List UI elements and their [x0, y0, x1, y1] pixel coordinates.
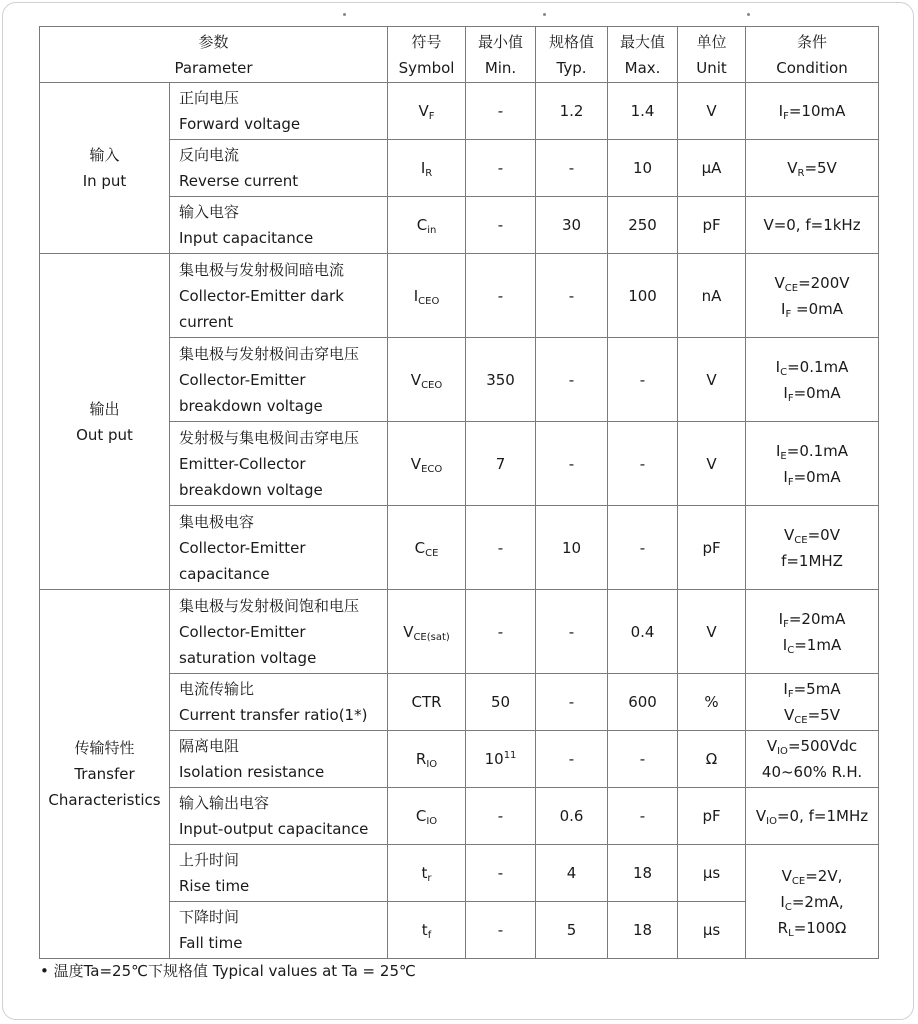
unit-cell: V [678, 338, 746, 422]
max-cell: 18 [608, 902, 678, 959]
param-cell: 输入输出电容 Input-output capacitance [170, 788, 388, 845]
min-cell: - [466, 197, 536, 254]
header-typ: 规格值 Typ. [536, 27, 608, 83]
condition-cell: V=0, f=1kHz [746, 197, 879, 254]
max-cell: 18 [608, 845, 678, 902]
symbol-cell: $t_r$ [388, 845, 466, 902]
table-row [40, 254, 879, 338]
condition-cell: $I_C=0.1mA$ $I_F=0mA$ [746, 338, 879, 422]
min-cell: - [466, 788, 536, 845]
max-cell: 250 [608, 197, 678, 254]
symbol-cell: $V_{ECO}$ [388, 422, 466, 506]
unit-cell: V [678, 83, 746, 140]
max-cell: - [608, 338, 678, 422]
group-transfer: 传输特性 Transfer Characteristics [40, 590, 170, 959]
min-cell: - [466, 845, 536, 902]
unit-cell: pF [678, 788, 746, 845]
max-cell: 10 [608, 140, 678, 197]
typ-cell: - [536, 140, 608, 197]
min-cell: 350 [466, 338, 536, 422]
symbol-cell: $R_{IO}$ [388, 731, 466, 788]
typ-cell: - [536, 338, 608, 422]
condition-cell: $I_F=10mA$ [746, 83, 879, 140]
min-cell: - [466, 902, 536, 959]
typ-cell: - [536, 422, 608, 506]
symbol-cell: $C_{IO}$ [388, 788, 466, 845]
unit-cell: nA [678, 254, 746, 338]
min-cell: - [466, 506, 536, 590]
symbol-cell: $V_{CE(sat)}$ [388, 590, 466, 674]
param-cell: 反向电流 Reverse current [170, 140, 388, 197]
spec-table [39, 26, 879, 959]
min-cell: 7 [466, 422, 536, 506]
typ-cell: 4 [536, 845, 608, 902]
typ-cell: - [536, 674, 608, 731]
condition-cell: $V_{CE}=2V$, $I_C=2mA$, $R_L=100\Omega$ [746, 845, 879, 959]
max-cell: - [608, 788, 678, 845]
unit-cell: pF [678, 506, 746, 590]
header-min: 最小值 Min. [466, 27, 536, 83]
param-cell: 下降时间 Fall time [170, 902, 388, 959]
header-symbol: 符号 Symbol [388, 27, 466, 83]
unit-cell: μs [678, 845, 746, 902]
typ-cell: - [536, 731, 608, 788]
typ-cell: 10 [536, 506, 608, 590]
param-cell: 正向电压 Forward voltage [170, 83, 388, 140]
param-cell: 电流传输比 Current transfer ratio(1*) [170, 674, 388, 731]
max-cell: 600 [608, 674, 678, 731]
typ-cell: - [536, 590, 608, 674]
symbol-cell: $V_{CEO}$ [388, 338, 466, 422]
typ-cell: - [536, 254, 608, 338]
param-cell: 集电极电容 Collector-Emitter capacitance [170, 506, 388, 590]
typ-cell: 1.2 [536, 83, 608, 140]
unit-cell: μA [678, 140, 746, 197]
max-cell: - [608, 506, 678, 590]
header-condition: 条件 Condition [746, 27, 879, 83]
param-cell: 集电极与发射极间饱和电压 Collector-Emitter saturation voltage [170, 590, 388, 674]
header-unit: 单位 Unit [678, 27, 746, 83]
max-cell: 0.4 [608, 590, 678, 674]
min-cell: - [466, 254, 536, 338]
table-row [40, 590, 879, 674]
condition-cell: $V_{IO}=0$, f=1MHz [746, 788, 879, 845]
condition-cell: $I_F=20mA$ $I_C=1mA$ [746, 590, 879, 674]
unit-cell: % [678, 674, 746, 731]
condition-cell: $I_E=0.1mA$ $I_F=0mA$ [746, 422, 879, 506]
symbol-cell: $I_R$ [388, 140, 466, 197]
param-cell: 发射极与集电极间击穿电压 Emitter-Collector breakdown voltage [170, 422, 388, 506]
max-cell: - [608, 422, 678, 506]
symbol-cell: CTR [388, 674, 466, 731]
param-cell: 集电极与发射极间击穿电压 Collector-Emitter breakdown voltage [170, 338, 388, 422]
typ-cell: 5 [536, 902, 608, 959]
table-row [40, 83, 879, 140]
unit-cell: Ω [678, 731, 746, 788]
param-cell: 上升时间 Rise time [170, 845, 388, 902]
min-cell: $10^{11}$ [466, 731, 536, 788]
typ-cell: 30 [536, 197, 608, 254]
param-cell: 输入电容 Input capacitance [170, 197, 388, 254]
condition-cell: $V_{CE}=200V$ $I_F =0mA$ [746, 254, 879, 338]
group-input: 输入 In put [40, 83, 170, 254]
scan-dot [343, 13, 346, 16]
header-parameter: 参数 Parameter [40, 27, 388, 83]
scan-dot [747, 13, 750, 16]
unit-cell: V [678, 590, 746, 674]
unit-cell: V [678, 422, 746, 506]
max-cell: 1.4 [608, 83, 678, 140]
max-cell: 100 [608, 254, 678, 338]
typ-cell: 0.6 [536, 788, 608, 845]
footnote: • 温度Ta=25℃下规格值 Typical values at Ta = 25℃ [40, 962, 416, 980]
param-cell: 隔离电阻 Isolation resistance [170, 731, 388, 788]
header-max: 最大值 Max. [608, 27, 678, 83]
group-output: 输出 Out put [40, 254, 170, 590]
scan-dot [543, 13, 546, 16]
symbol-cell: $t_f$ [388, 902, 466, 959]
condition-cell: $V_{IO}=500Vdc$ 40~60% R.H. [746, 731, 879, 788]
symbol-cell: $I_{CEO}$ [388, 254, 466, 338]
unit-cell: pF [678, 197, 746, 254]
symbol-cell: $V_F$ [388, 83, 466, 140]
unit-cell: μs [678, 902, 746, 959]
param-cell: 集电极与发射极间暗电流 Collector-Emitter dark current [170, 254, 388, 338]
symbol-cell: $C_{CE}$ [388, 506, 466, 590]
max-cell: - [608, 731, 678, 788]
min-cell: 50 [466, 674, 536, 731]
condition-cell: $V_R=5V$ [746, 140, 879, 197]
symbol-cell: $C_{in}$ [388, 197, 466, 254]
min-cell: - [466, 590, 536, 674]
header-row [40, 27, 879, 83]
condition-cell: $V_{CE}=0V$ f=1MHZ [746, 506, 879, 590]
min-cell: - [466, 83, 536, 140]
min-cell: - [466, 140, 536, 197]
condition-cell: $I_F=5mA$ $V_{CE}=5V$ [746, 674, 879, 731]
